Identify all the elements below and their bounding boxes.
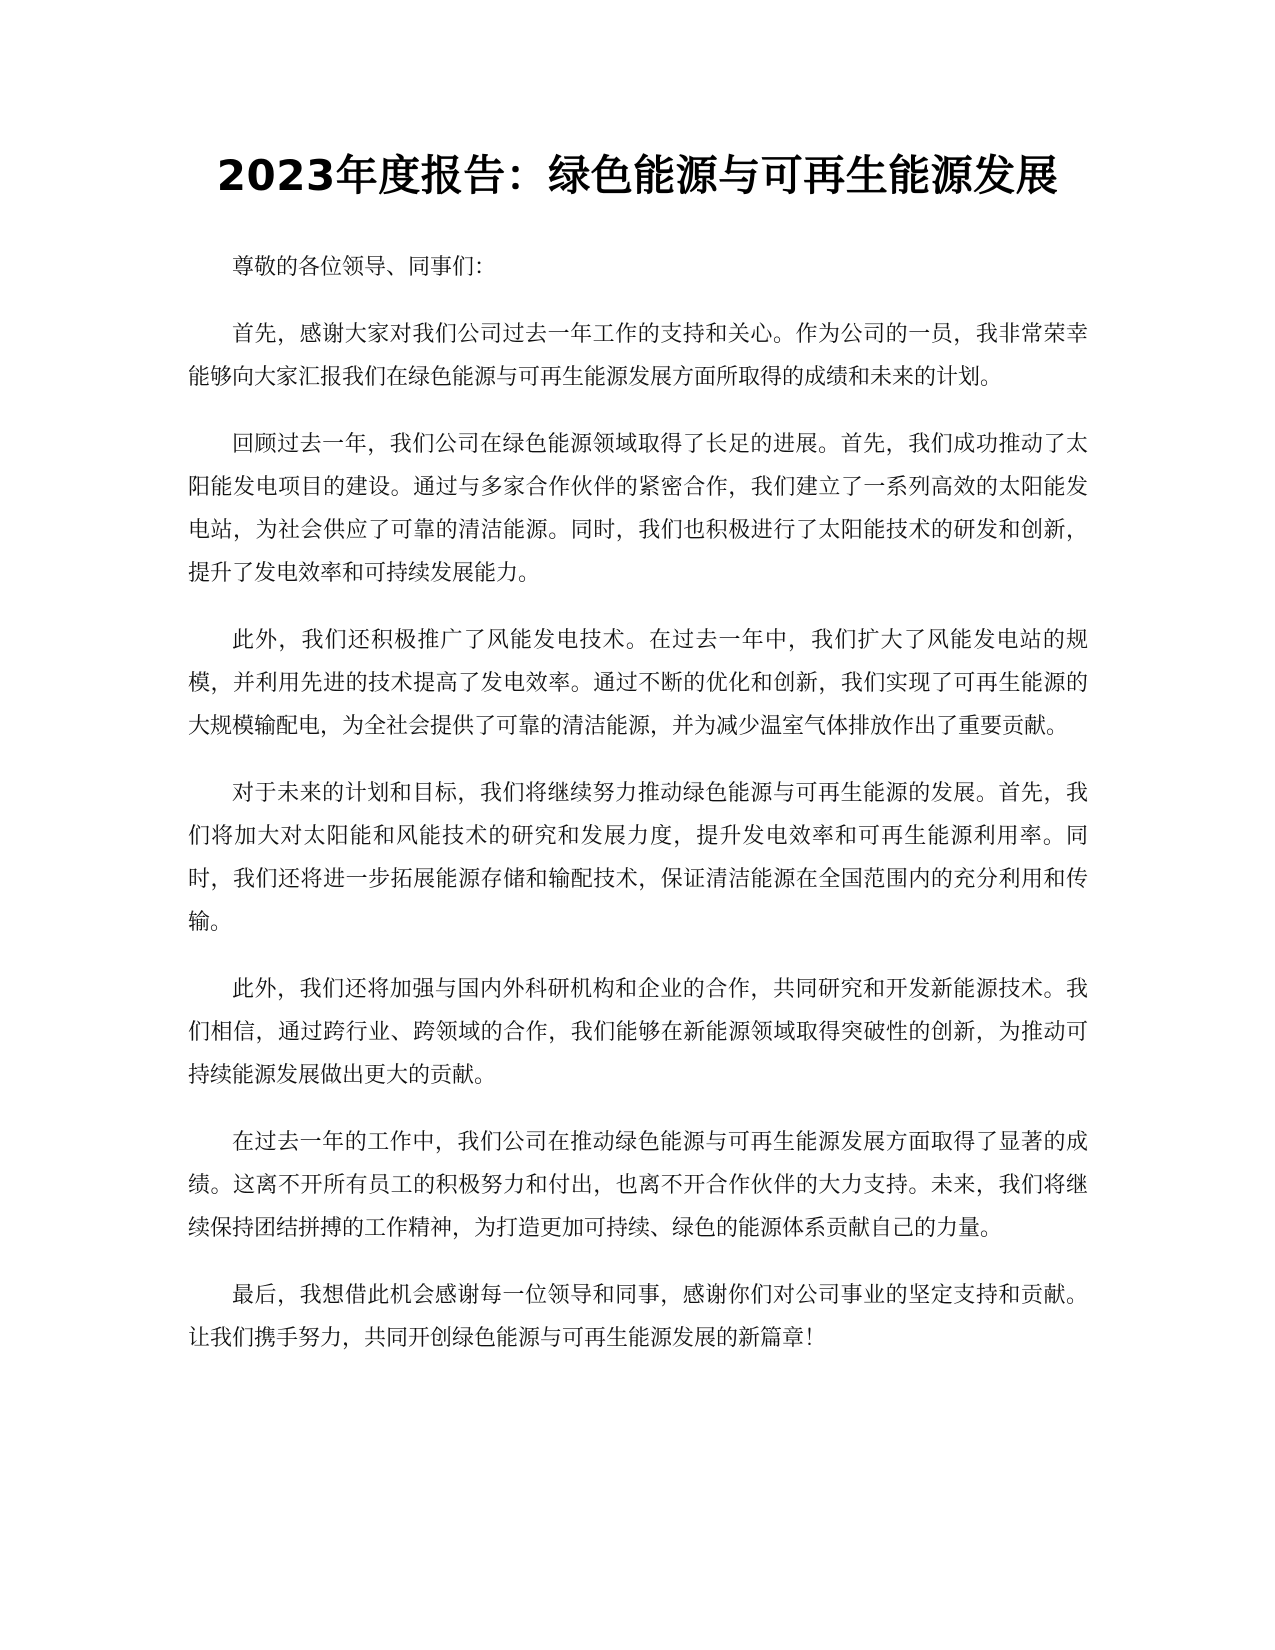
paragraph-salutation: 尊敬的各位领导、同事们： bbox=[232, 255, 497, 280]
paragraph-thanks: 首先，感谢大家对我们公司过去一年工作的支持和关心。作为公司的一员，我非常荣幸能够向大家汇报我们在绿色能源与可再生能源发展方面所取得的成绩和未来的计划。 bbox=[188, 322, 1088, 390]
paragraph-future-plans: 对于未来的计划和目标，我们将继续努力推动绿色能源与可再生能源的发展。首先，我们将加大对太阳能和风能技术的研究和发展力度，提升发电效率和可再生能源利用率。同时，我们还将进一步拓展能源存储和输配技术，保证清洁能源在全国范围内的充分利用和传输。 bbox=[188, 781, 1088, 935]
paragraph-achievements: 在过去一年的工作中，我们公司在推动绿色能源与可再生能源发展方面取得了显著的成绩。这离不开所有员工的积极努力和付出，也离不开合作伙伴的大力支持。未来，我们将继续保持团结拼搏的工作精神，为打造更加可持续、绿色的能源体系贡献自己的力量。 bbox=[188, 1130, 1088, 1241]
paragraph-wind-review: 此外，我们还积极推广了风能发电技术。在过去一年中，我们扩大了风能发电站的规模，并利用先进的技术提高了发电效率。通过不断的优化和创新，我们实现了可再生能源的大规模输配电，为全社会提供了可靠的清洁能源，并为减少温室气体排放作出了重要贡献。 bbox=[188, 628, 1088, 739]
document-title: 2023年度报告：绿色能源与可再生能源发展 bbox=[216, 151, 1059, 200]
paragraph-solar-review: 回顾过去一年，我们公司在绿色能源领域取得了长足的进展。首先，我们成功推动了太阳能发电项目的建设。通过与多家合作伙伴的紧密合作，我们建立了一系列高效的太阳能发电站，为社会供应了可靠的清洁能源。同时，我们也积极进行了太阳能技术的研发和创新，提升了发电效率和可持续发展能力。 bbox=[188, 432, 1088, 586]
paragraph-closing: 最后，我想借此机会感谢每一位领导和同事，感谢你们对公司事业的坚定支持和贡献。让我们携手努力，共同开创绿色能源与可再生能源发展的新篇章！ bbox=[188, 1283, 1088, 1351]
document-body bbox=[188, 246, 1088, 1384]
paragraph-cooperation: 此外，我们还将加强与国内外科研机构和企业的合作，共同研究和开发新能源技术。我们相信，通过跨行业、跨领域的合作，我们能够在新能源领域取得突破性的创新，为推动可持续能源发展做出更大的贡献。 bbox=[188, 977, 1088, 1088]
